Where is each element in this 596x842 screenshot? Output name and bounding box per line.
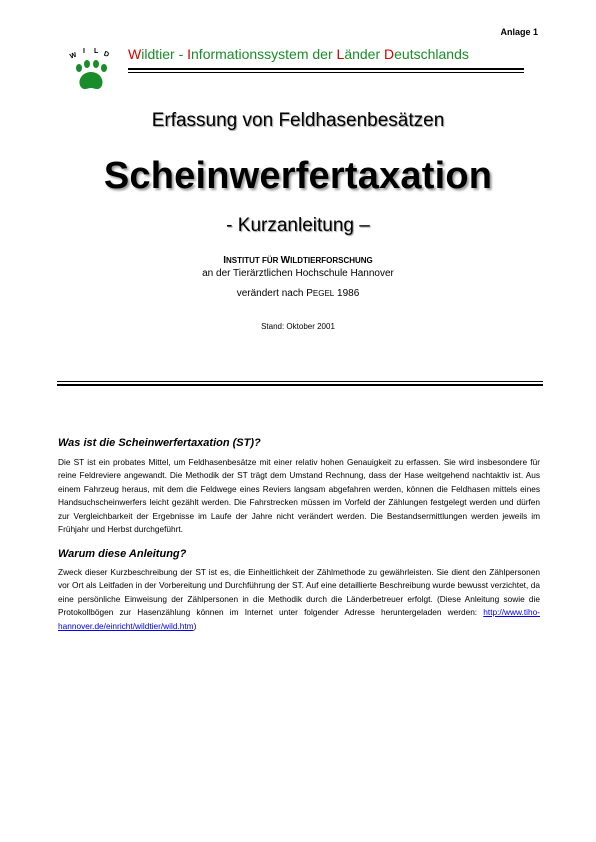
wild-paw-logo [66, 44, 116, 94]
header-divider [128, 72, 524, 73]
status-date: Stand: Oktober 2001 [261, 322, 335, 331]
logo-letter-i: I [83, 48, 85, 55]
header-title-part: W [128, 46, 142, 62]
paragraph-text: Zweck dieser Kurzbeschreibung der ST ist es, die Einheitlichkeit der Zählmethode zu gewährleisten. Sie dient den Zählpersonen vor Ort als Leitfaden in der Vorbereitung und Durchführung der ST. Auf eine detaillierte Beschreibung wurde bewusst verzichtet, da eine persönliche Einweisung der Zählpersonen in die Methodik durch die Länderbetreuer erfolgt. (Diese Anleitung sowie die Protokollbögen zur Hasenzählung können im Internet unter folgender Adresse heruntergeladen werden: [58, 567, 540, 618]
header-title-part: nformationssystem der [191, 46, 337, 62]
institute-affiliation: an der Tierärztlichen Hochschule Hannover [202, 268, 394, 279]
institute-cap: W [280, 255, 291, 266]
download-link[interactable]: http://www.tiho-hannover.de/einricht/wildtier/wild.htm [58, 607, 540, 631]
section-heading: Was ist die Scheinwerfertaxation (ST)? [58, 437, 261, 449]
annex-label: Anlage 1 [500, 27, 538, 37]
logo-letter-d: D [102, 50, 110, 59]
modified-note [0, 288, 596, 299]
header-title-part: I [187, 46, 192, 62]
short-guide-label: - Kurzanleitung – [226, 215, 370, 236]
header-title-part: L [336, 46, 345, 62]
logo-letter-l: L [94, 48, 99, 55]
institute-cap: I [223, 255, 226, 266]
institute-smallcaps: ILDTIERFORSCHUNG [290, 256, 373, 265]
modified-year: 1986 [334, 288, 360, 299]
header-title [128, 46, 469, 62]
section-divider [57, 381, 543, 382]
section-heading: Warum diese Anleitung? [58, 548, 187, 560]
logo-letter-w: W [69, 51, 78, 61]
document-subtitle: Erfassung von Feldhasenbesätzen [151, 110, 445, 131]
header-divider [128, 68, 524, 70]
header-title-part: eutschlands [394, 46, 469, 62]
header-title-part: änder [344, 46, 385, 62]
paragraph-text-end: ) [193, 620, 197, 631]
author-cap: P [306, 288, 313, 299]
institute-name [0, 255, 596, 266]
header-title-part: D [384, 46, 395, 62]
modified-prefix: verändert nach [236, 288, 307, 299]
author-smallcaps: EGEL [312, 289, 335, 298]
section-divider [57, 384, 543, 386]
section-paragraph [58, 566, 540, 633]
header-title-part: ildtier - [141, 46, 188, 62]
document-title: Scheinwerfertaxation [103, 155, 493, 197]
section-paragraph: Die ST ist ein probates Mittel, um Feldhasenbesätze mit einer relativ hohen Genauigkeit zu erfassen. Sie wird insbesondere für reine Feldreviere angewandt. Die Methodik der ST trägt dem Umstand Rechnung, dass der Hase weitgehend nachtaktiv ist. Aus einem Fahrzeug heraus, mit dem die Feldwege eines Reviers langsam abgefahren werden, können die Feldhasen mittels eines Handsuchscheinwerfers leicht gezählt werden. Die Fahrstrecken müssen im Vorfeld der Zählungen festgelegt werden und dürfen zur Vergleichbarkeit der Ergebnisse im Laufe der Jahre nicht verändert werden. Die Bestandsermittlungen werden jeweils im Frühjahr und Herbst durchgeführt. [58, 457, 540, 535]
institute-smallcaps: NSTITUT FÜR [225, 256, 281, 265]
